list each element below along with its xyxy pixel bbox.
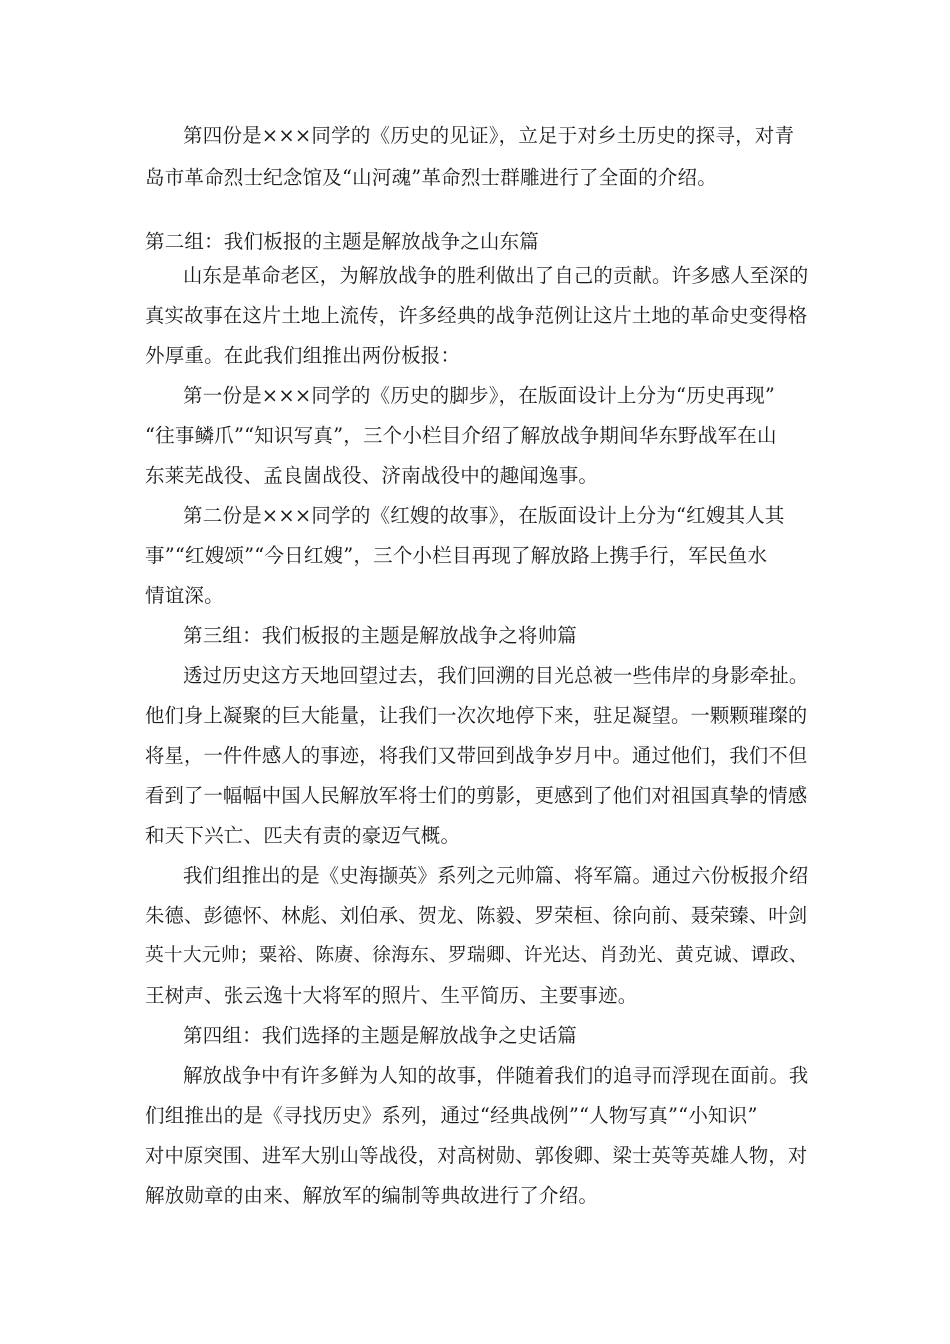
- section-heading: 第四组：我们选择的主题是解放战争之史话篇: [183, 1024, 578, 1047]
- paragraph-line: 对中原突围、进军大别山等战役，对高树勋、郭俊卿、梁士英等英雄人物，对: [145, 1144, 808, 1167]
- paragraph-line: 事”“红嫂颂”“今日红嫂”，三个小栏目再现了解放路上携手行，军民鱼水: [145, 544, 768, 567]
- paragraph-line: 第二份是×××同学的《红嫂的故事》，在版面设计上分为“红嫂其人其: [183, 504, 785, 527]
- paragraph-line: 解放勋章的由来、解放军的编制等典故进行了介绍。: [145, 1184, 599, 1207]
- paragraph-line: 山东是革命老区，为解放战争的胜利做出了自己的贡献。许多感人至深的: [183, 264, 809, 287]
- paragraph-line: 岛市革命烈士纪念馆及“山河魂”革命烈士群雕进行了全面的介绍。: [145, 166, 717, 189]
- paragraph-line: 解放战争中有许多鲜为人知的故事，伴随着我们的追寻而浮现在面前。我: [183, 1064, 809, 1087]
- paragraph-line: 第四份是×××同学的《历史的见证》，立足于对乡土历史的探寻，对青: [183, 124, 795, 147]
- paragraph-line: 第一份是×××同学的《历史的脚步》，在版面设计上分为“历史再现”: [183, 384, 776, 407]
- paragraph-line: 王树声、张云逸十大将军的照片、生平简历、主要事迹。: [145, 984, 638, 1007]
- paragraph-line: “往事鳞爪”“知识写真”，三个小栏目介绍了解放战争期间华东野战军在山: [145, 424, 777, 447]
- paragraph-line: 英十大元帅；粟裕、陈赓、徐海东、罗瑞卿、许光达、肖劲光、黄克诚、谭政、: [145, 945, 808, 966]
- paragraph-line: 真实故事在这片土地上流传，许多经典的战争范例让这片土地的革命史变得格: [145, 304, 808, 327]
- paragraph-line: 情谊深。: [145, 584, 224, 607]
- paragraph-line: 朱德、彭德怀、林彪、刘伯承、贺龙、陈毅、罗荣桓、徐向前、聂荣臻、叶剑: [145, 904, 808, 927]
- section-heading: 第二组：我们板报的主题是解放战争之山东篇: [145, 230, 540, 253]
- paragraph-line: 看到了一幅幅中国人民解放军将士们的剪影，更感到了他们对祖国真挚的情感: [145, 784, 808, 807]
- paragraph-line: 和天下兴亡、匹夫有责的豪迈气概。: [145, 824, 461, 847]
- paragraph-line: 我们组推出的是《史海撷英》系列之元帅篇、将军篇。通过六份板报介绍: [183, 864, 809, 887]
- paragraph-line: 将星，一件件感人的事迹，将我们又带回到战争岁月中。通过他们，我们不但: [145, 744, 808, 767]
- section-heading: 第三组：我们板报的主题是解放战争之将帅篇: [183, 624, 578, 647]
- paragraph-line: 们组推出的是《寻找历史》系列，通过“经典战例”“人物写真”“小知识”: [145, 1104, 758, 1127]
- paragraph-line: 外厚重。在此我们组推出两份板报：: [145, 344, 461, 367]
- paragraph-line: 他们身上凝聚的巨大能量，让我们一次次地停下来，驻足凝望。一颗颗璀璨的: [145, 704, 808, 727]
- paragraph-line: 东莱芜战役、孟良崮战役、济南战役中的趣闻逸事。: [145, 464, 599, 487]
- paragraph-line: 透过历史这方天地回望过去，我们回溯的目光总被一些伟岸的身影牵扯。: [183, 664, 809, 687]
